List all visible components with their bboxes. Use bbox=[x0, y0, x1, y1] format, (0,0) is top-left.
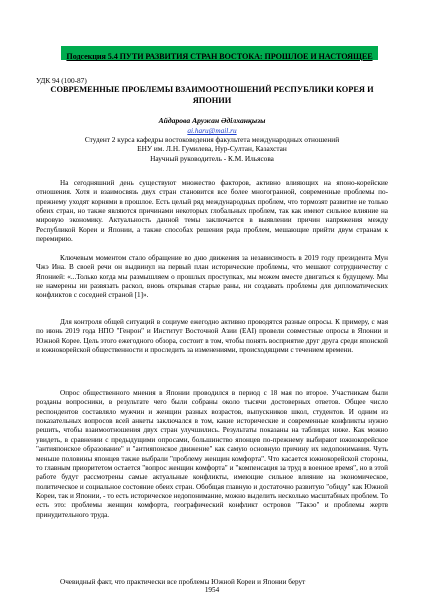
affiliation-line-1: Студент 2 курса кафедры востоковедения факультета международных отношений bbox=[84, 135, 340, 144]
body-paragraph-4: Опрос общественного мнения в Японии проводился в период с 18 мая по второе. Участникам были розданы вопросники, в результате чего были собраны около тысячи достоверных ответов. Общее число респондентов составляло мужчин и женщин разных возрастов, выпускников школ, студентов. И одним из показательных вопросов всей анкеты заключался в том, какие исторические и современные конфликты нужно решить, чтобы взаимоотношения двух стран улучшились. Результаты показаны на таблицах ниже. Как можно увидеть, в сравнении с предыдущими опросами, большинство японцев по-прежнему выбирают южнокорейское "антияпонское образование" и "антияпонское движение" как самую основную причину их недопонимания. Чуть меньше половины японцев также выбрали "проблему женщин комфорта". Что касается южнокорейской стороны, то главным приоритетом остается "вопрос женщин комфорта" и "компенсация за труд в военное время", но в этой работе будут рассмотрены самые актуальные конфликты, имеющие сильное влияние на экономическое, политическое и социальное состояние обеих стран. Обобщая главную и достаточно развитую "обиду" как Южной Кореи, так и Японии, - то есть историческое недопонимание, можно выделить несколько масштабных проблем. То есть это: проблемы женщин комфорта, географический конфликт островов "Такэо" и проблемы жертв принудительного труда. bbox=[36, 389, 388, 519]
section-banner-text: Подсекция 5.4 ПУТИ РАЗВИТИЯ СТРАН ВОСТОКА: ПРОШЛОЕ И НАСТОЯЩЕЕ bbox=[66, 52, 373, 61]
supervisor-line: Научный руководитель - К.М. Ильясова bbox=[150, 153, 274, 163]
affiliation-block bbox=[36, 135, 388, 163]
udk-code: УДК 94 (100-87) bbox=[36, 76, 87, 85]
body-paragraph-2: Ключевым моментом стало обращение во дню движения за независимость в 2019 году президента Мун Чжэ Ина. В своей речи он выдвинул на первый план исторические проблемы, что мешают сотрудничеству с Японией: «...Только когда мы размышляем о прошлых проступках, мы можем вместе двигаться к будущему. Мы не намерены ни развязать раскол, вновь открывая старые раны, ни создавать проблемы для дипломатических конфликтов с соседней страной [1]». bbox=[36, 254, 388, 300]
section-banner bbox=[61, 46, 378, 60]
body-paragraph-5: Очевидный факт, что практически все проблемы Южной Кореи и Японии берут bbox=[60, 578, 306, 586]
body-paragraph-3: Для контроля общей ситуаций в социуме ежегодно активно проводятся разные опросы. К примеру, с мая по июнь 2019 года НПО "Генрон" и Институт Восточной Азии (EAI) провели совместные опросы в Японии и Южной Корее. Цель этого ежегодного обзора, состоит в том, чтобы понять восприятие друг друга среди японской и южнокорейской общественности и проследить за изменениями, происходящими с течением времени. bbox=[36, 318, 388, 355]
article-title: СОВРЕМЕННЫЕ ПРОБЛЕМЫ ВЗАИМООТНОШЕНИЙ РЕСПУБЛИКИ КОРЕЯ И ЯПОНИИ bbox=[50, 85, 374, 105]
body-paragraph-1: На сегодняшний день существуют множество факторов, активно влияющих на японо-корейские отношения. Хотя и взаимосвязь двух стран становится все более многогранной, современные проблемы по-прежнему уходят корнями в прошлое. Есть целый ряд международных проблем, что тормозят развитие не только обеих стран, но также являются причинами некоторых глобальных проблем, так как имеют сильное влияние на мировую экономику. Актуальность данной темы заключается в выявлении причин напряжения между Республикой Кореи и Японии, а также способах решения ряда проблем, мешающие прийти двум странам к перемирию. bbox=[36, 179, 388, 244]
author-name: Айдарова Аружан Әділханқызы bbox=[158, 116, 266, 125]
affiliation-line-2: ЕНУ им. Л.Н. Гумилева, Нур-Султан, Казахстан bbox=[137, 144, 287, 154]
page-number: 1954 bbox=[204, 586, 220, 594]
author-email-link[interactable]: ai.haru@mail.ru bbox=[187, 126, 237, 135]
